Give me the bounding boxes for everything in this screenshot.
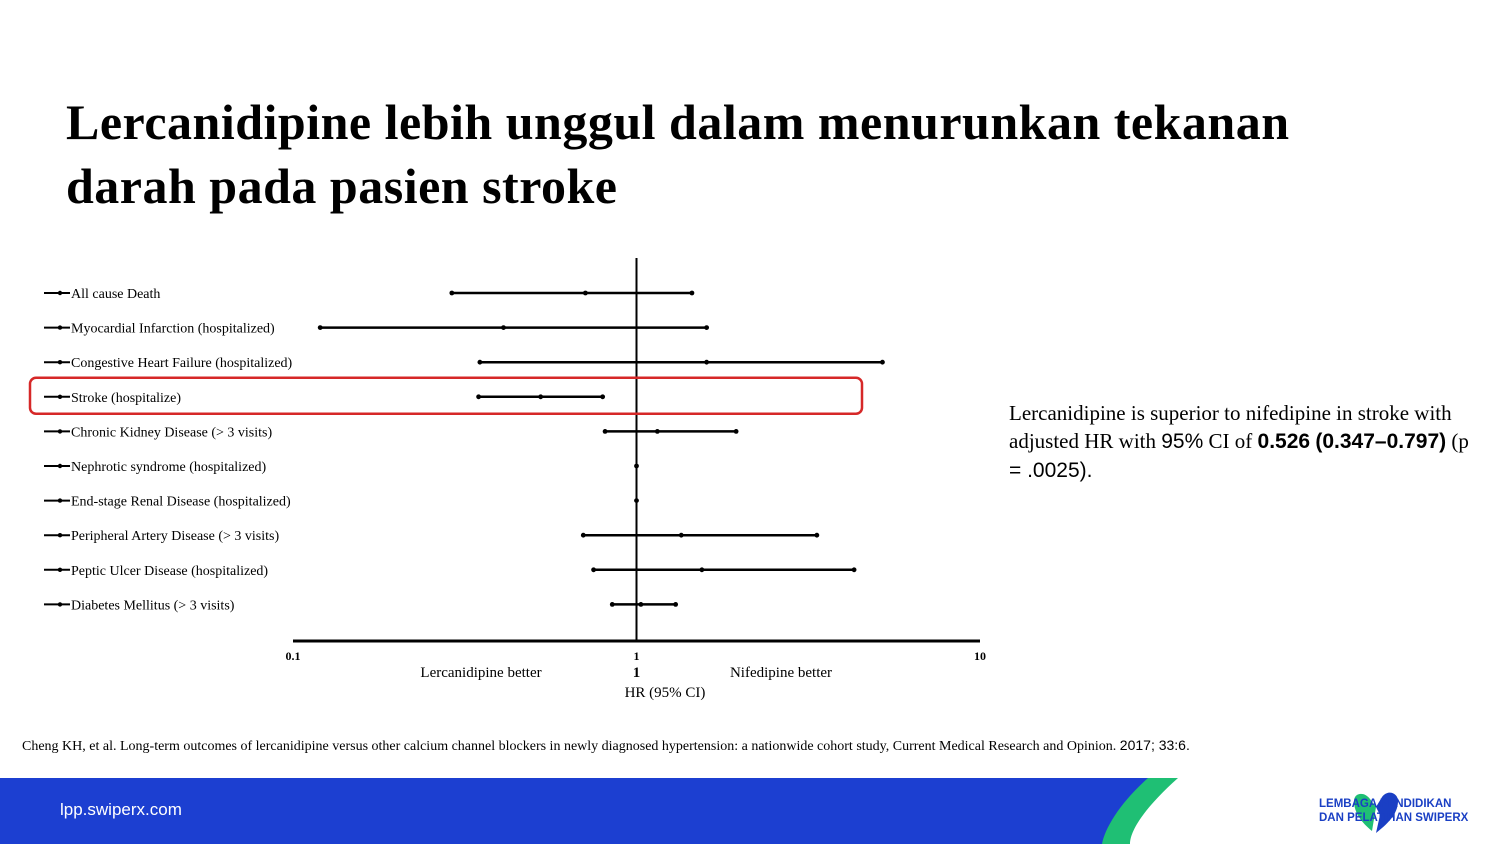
x-center-label: 1	[632, 665, 641, 681]
nifedipine-better-label: Nifedipine better	[729, 665, 833, 681]
row-label: Peptic Ulcer Disease (hospitalized)	[71, 563, 269, 579]
row-label: Peripheral Artery Disease (> 3 visits)	[71, 529, 280, 545]
note-text-4: (p	[1446, 429, 1469, 453]
forest-row	[44, 460, 639, 475]
forest-row	[44, 287, 694, 302]
ci-lower-point	[477, 360, 482, 365]
hr-point	[704, 360, 709, 365]
hr-point	[699, 567, 704, 572]
ci-lower-point	[449, 291, 454, 296]
logo-line-1: LEMBAGA PENDIDIKAN	[1319, 798, 1452, 810]
ci-upper-point	[734, 429, 739, 434]
note-p-value: = .0025).	[1009, 459, 1093, 482]
ci-upper-point	[690, 291, 695, 296]
legend-point-marker	[58, 464, 62, 468]
citation	[22, 737, 1482, 755]
row-label: Myocardial Infarction (hospitalized)	[71, 321, 275, 337]
x-tick-label: 0.1	[285, 649, 301, 663]
ci-upper-point	[814, 533, 819, 538]
legend-point-marker	[58, 325, 62, 329]
row-label: End-stage Renal Disease (hospitalized)	[71, 494, 291, 510]
hr-point	[679, 533, 684, 538]
ci-lower-point	[318, 325, 323, 330]
forest-row	[44, 564, 856, 579]
logo-line-2: DAN PELATIHAN SWIPERX	[1319, 812, 1469, 824]
hr-point	[639, 602, 644, 607]
note-ci-label: 95%	[1161, 430, 1204, 453]
row-label: Chronic Kidney Disease (> 3 visits)	[71, 425, 273, 441]
row-label: All cause Death	[71, 287, 161, 302]
forest-row	[44, 322, 709, 337]
legend-point-marker	[58, 533, 62, 537]
ci-upper-point	[880, 360, 885, 365]
hr-point	[655, 429, 660, 434]
note-ci-range: (0.347–0.797)	[1315, 430, 1447, 453]
forest-rows	[44, 287, 885, 613]
ci-lower-point	[591, 567, 596, 572]
legend-point-marker	[58, 429, 62, 433]
legend-point-marker	[58, 498, 62, 502]
x-tick-label: 10	[974, 649, 986, 663]
ci-upper-point	[852, 567, 857, 572]
forest-row	[44, 529, 819, 544]
row-label: Stroke (hospitalize)	[71, 390, 182, 406]
legend-point-marker	[58, 291, 62, 295]
ci-lower-point	[603, 429, 608, 434]
footer-url-link[interactable]: lpp.swiperx.com	[60, 800, 182, 819]
legend-point-marker	[58, 395, 62, 399]
ci-lower-point	[476, 394, 481, 399]
legend-point-marker	[58, 360, 62, 364]
hr-point	[583, 291, 588, 296]
forest-row	[44, 425, 739, 440]
x-tick-label: 1	[633, 649, 640, 663]
row-label: Diabetes Mellitus (> 3 visits)	[71, 598, 235, 614]
forest-row	[44, 391, 605, 406]
legend-point-marker	[58, 602, 62, 606]
legend-point-marker	[58, 568, 62, 572]
ci-upper-point	[673, 602, 678, 607]
citation-year: 2017; 33:6.	[1119, 737, 1190, 753]
lercanidipine-better-label: Lercanidipine better	[420, 665, 542, 681]
ci-lower-point	[610, 602, 615, 607]
citation-text: Cheng KH, et al. Long-term outcomes of lercanidipine versus other calcium channel blockers in newly diagnosed hypertension: a nationwide cohort study, Current Medical Research and Opinion.	[22, 739, 1120, 754]
hr-point	[538, 394, 543, 399]
note-text-1: Lercanidipine is superior to nifedipine in stroke with adjusted HR with	[1009, 401, 1452, 453]
forest-row	[44, 495, 639, 510]
forest-row	[44, 356, 885, 371]
logo-text	[1319, 797, 1468, 825]
x-axis-title: HR (95% CI)	[624, 685, 706, 701]
hr-point	[501, 325, 506, 330]
ci-upper-point	[600, 394, 605, 399]
slide-title: Lercanidipine lebih unggul dalam menurunkan tekanan darah pada pasien stroke	[66, 94, 1290, 214]
forest-row	[44, 598, 678, 613]
x-axis-ticks	[286, 649, 987, 663]
note-hr-value: 0.526	[1257, 430, 1311, 453]
row-label: Congestive Heart Failure (hospitalized)	[71, 356, 293, 372]
summary-note	[1009, 399, 1479, 485]
note-text-2: CI of	[1203, 429, 1258, 453]
row-label: Nephrotic syndrome (hospitalized)	[71, 460, 267, 475]
ci-upper-point	[704, 325, 709, 330]
ci-lower-point	[581, 533, 586, 538]
